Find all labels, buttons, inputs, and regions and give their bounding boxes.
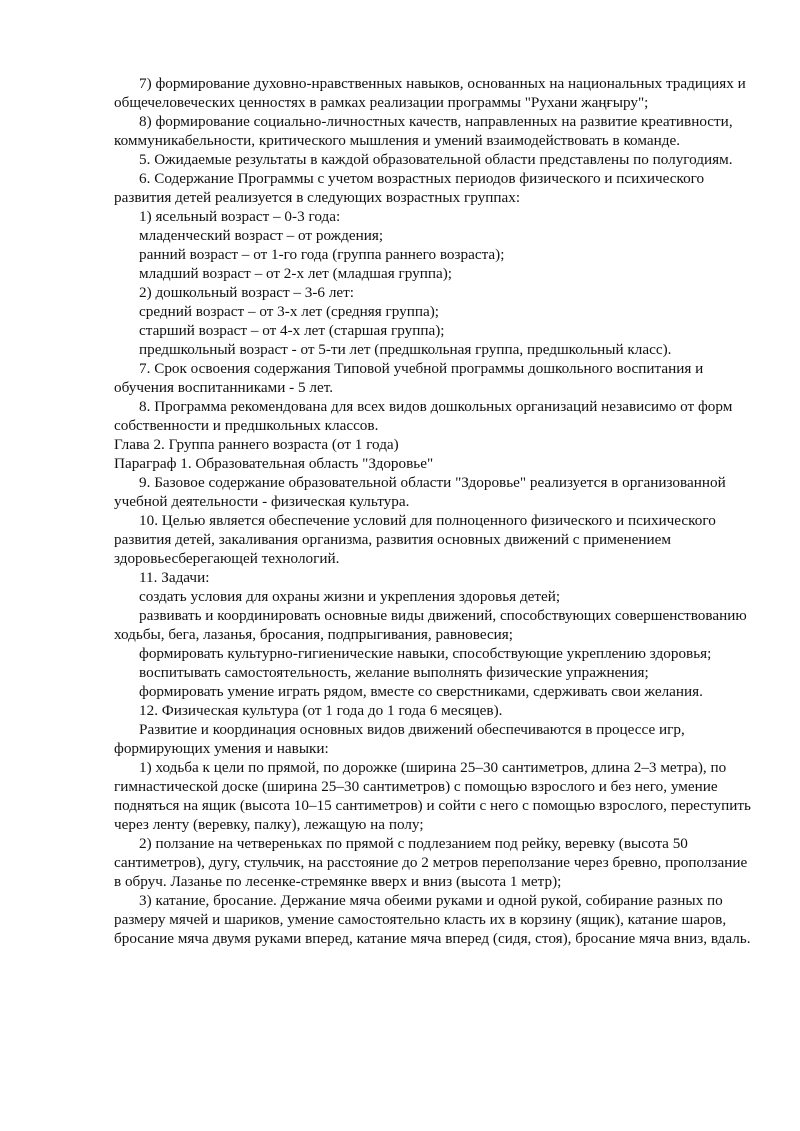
paragraph-9: 9. Базовое содержание образовательной области "Здоровье" реализуется в организованной учебной деятельности - физическая культура. [114,474,726,510]
section-heading: Параграф 1. Образовательная область "Здоровье" [114,455,434,472]
skill-item-throwing: 3) катание, бросание. Держание мяча обеими руками и одной рукой, собирание разных по размеру мячей и шариков, умение самостоятельно класть их в корзину (ящик), катание шаров, бросание мяча двумя руками вперед, катание мяча вперед (сидя, стоя), бросание мяча вниз, вдаль. [114,892,751,947]
age-group-preschool-class: предшкольный возраст - от 5-ти лет (предшкольная группа, предшкольный класс). [139,341,672,358]
paragraph-development: Развитие и координация основных видов движений обеспечиваются в процессе игр, формирующих умения и навыки: [114,721,685,757]
paragraph-6: 6. Содержание Программы с учетом возрастных периодов физического и психического развития детей реализуется в следующих возрастных группах: [114,170,705,206]
paragraph-12: 12. Физическая культура (от 1 года до 1 года 6 месяцев). [139,702,503,719]
document-page [114,74,754,948]
task-item-hygiene: формировать культурно-гигиенические навыки, способствующие укреплению здоровья; [139,645,712,662]
skill-item-crawling: 2) ползание на четвереньках по прямой с подлезанием под рейку, веревку (высота 50 сантиметров), дугу, стульчик, на расстояние до 2 метров переползание через бревно, проползание в обруч. Лазанье по лесенке-стремянке вверх и вниз (высота 1 метр); [114,835,748,890]
paragraph-5: 5. Ожидаемые результаты в каждой образовательной области представлены по полугодиям. [139,151,733,168]
paragraph-item-8-social: 8) формирование социально-личностных качеств, направленных на развитие креативности, коммуникабельности, критического мышления и умений взаимодействовать в команде. [114,113,733,149]
task-item-independence: воспитывать самостоятельность, желание выполнять физические упражнения; [139,664,649,681]
task-item-play: формировать умение играть рядом, вместе со сверстниками, сдерживать свои желания. [139,683,703,700]
skill-item-walking: 1) ходьба к цели по прямой, по дорожке (ширина 25–30 сантиметров, длина 2–3 метра), по гимнастической доске (ширина 25–30 сантиметров) с помощью взрослого и без него, умение подняться на ящик (высота 10–15 сантиметров) и сойти с него с помощью взрослого, переступить через ленту (веревку, палку), лежащую на полу; [114,759,751,833]
paragraph-8: 8. Программа рекомендована для всех видов дошкольных организаций независимо от форм собственности и предшкольных классов. [114,398,733,434]
age-group-senior: старший возраст – от 4-х лет (старшая группа); [139,322,445,339]
age-group-nursery: 1) ясельный возраст – 0-3 года: [139,208,341,225]
age-group-infant: младенческий возраст – от рождения; [139,227,384,244]
age-group-junior: младший возраст – от 2-х лет (младшая группа); [139,265,453,282]
age-group-preschool: 2) дошкольный возраст – 3-6 лет: [139,284,355,301]
age-group-middle: средний возраст – от 3-х лет (средняя группа); [139,303,440,320]
paragraph-7: 7. Срок освоения содержания Типовой учебной программы дошкольного воспитания и обучения воспитанниками - 5 лет. [114,360,704,396]
task-item-movement: развивать и координировать основные виды движений, способствующих совершенствованию ходьбы, бега, лазанья, бросания, подпрыгивания, равновесия; [114,607,747,643]
task-item-safety: создать условия для охраны жизни и укрепления здоровья детей; [139,588,561,605]
chapter-heading: Глава 2. Группа раннего возраста (от 1 года) [114,436,399,453]
age-group-early: ранний возраст – от 1-го года (группа раннего возраста); [139,246,505,263]
paragraph-10: 10. Целью является обеспечение условий для полноценного физического и психического развития детей, закаливания организма, развития основных движений с применением здоровьесберегающей технологий. [114,512,716,567]
paragraph-11: 11. Задачи: [139,569,210,586]
paragraph-item-7-spiritual: 7) формирование духовно-нравственных навыков, основанных на национальных традициях и общечеловеческих ценностях в рамках реализации программы "Рухани жаңғыру"; [114,75,746,111]
